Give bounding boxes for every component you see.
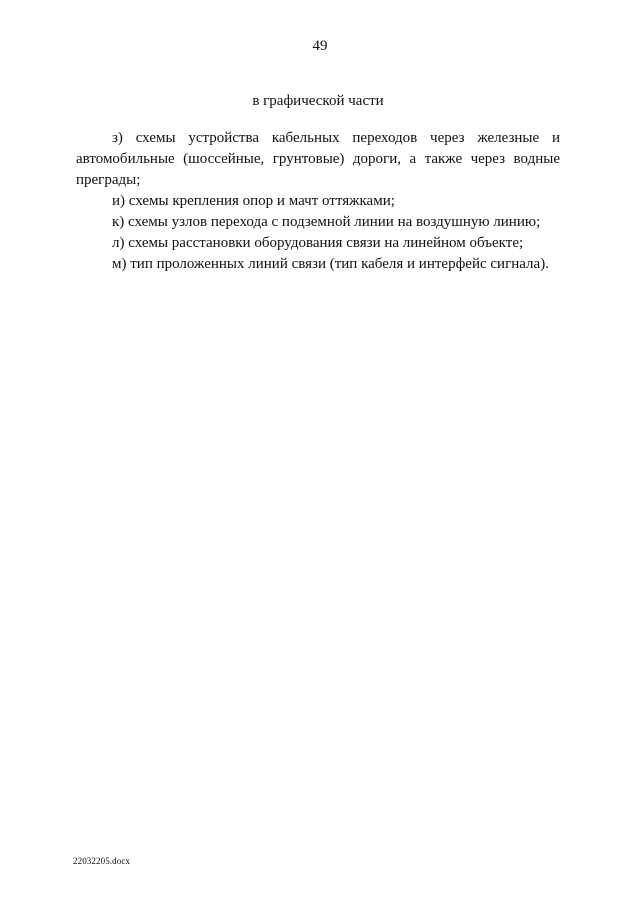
list-item-k: к) схемы узлов перехода с подземной линии на воздушную линию; <box>112 214 541 230</box>
section-heading: в графической части <box>252 93 384 109</box>
list-item-i: и) схемы крепления опор и мачт оттяжками; <box>112 193 395 209</box>
footer-file-code: 22032205.docx <box>73 856 131 866</box>
list-item-l: л) схемы расстановки оборудования связи на линейном объекте; <box>112 235 524 251</box>
document-body <box>76 128 560 275</box>
page-number: 49 <box>312 38 328 54</box>
list-item-m: м) тип проложенных линий связи (тип кабеля и интерфейс сигнала). <box>112 256 549 272</box>
list-item-z: з) схемы устройства кабельных переходов через железные и автомобильные (шоссейные, грунтовые) дороги, а также через водные преграды; <box>76 130 560 188</box>
